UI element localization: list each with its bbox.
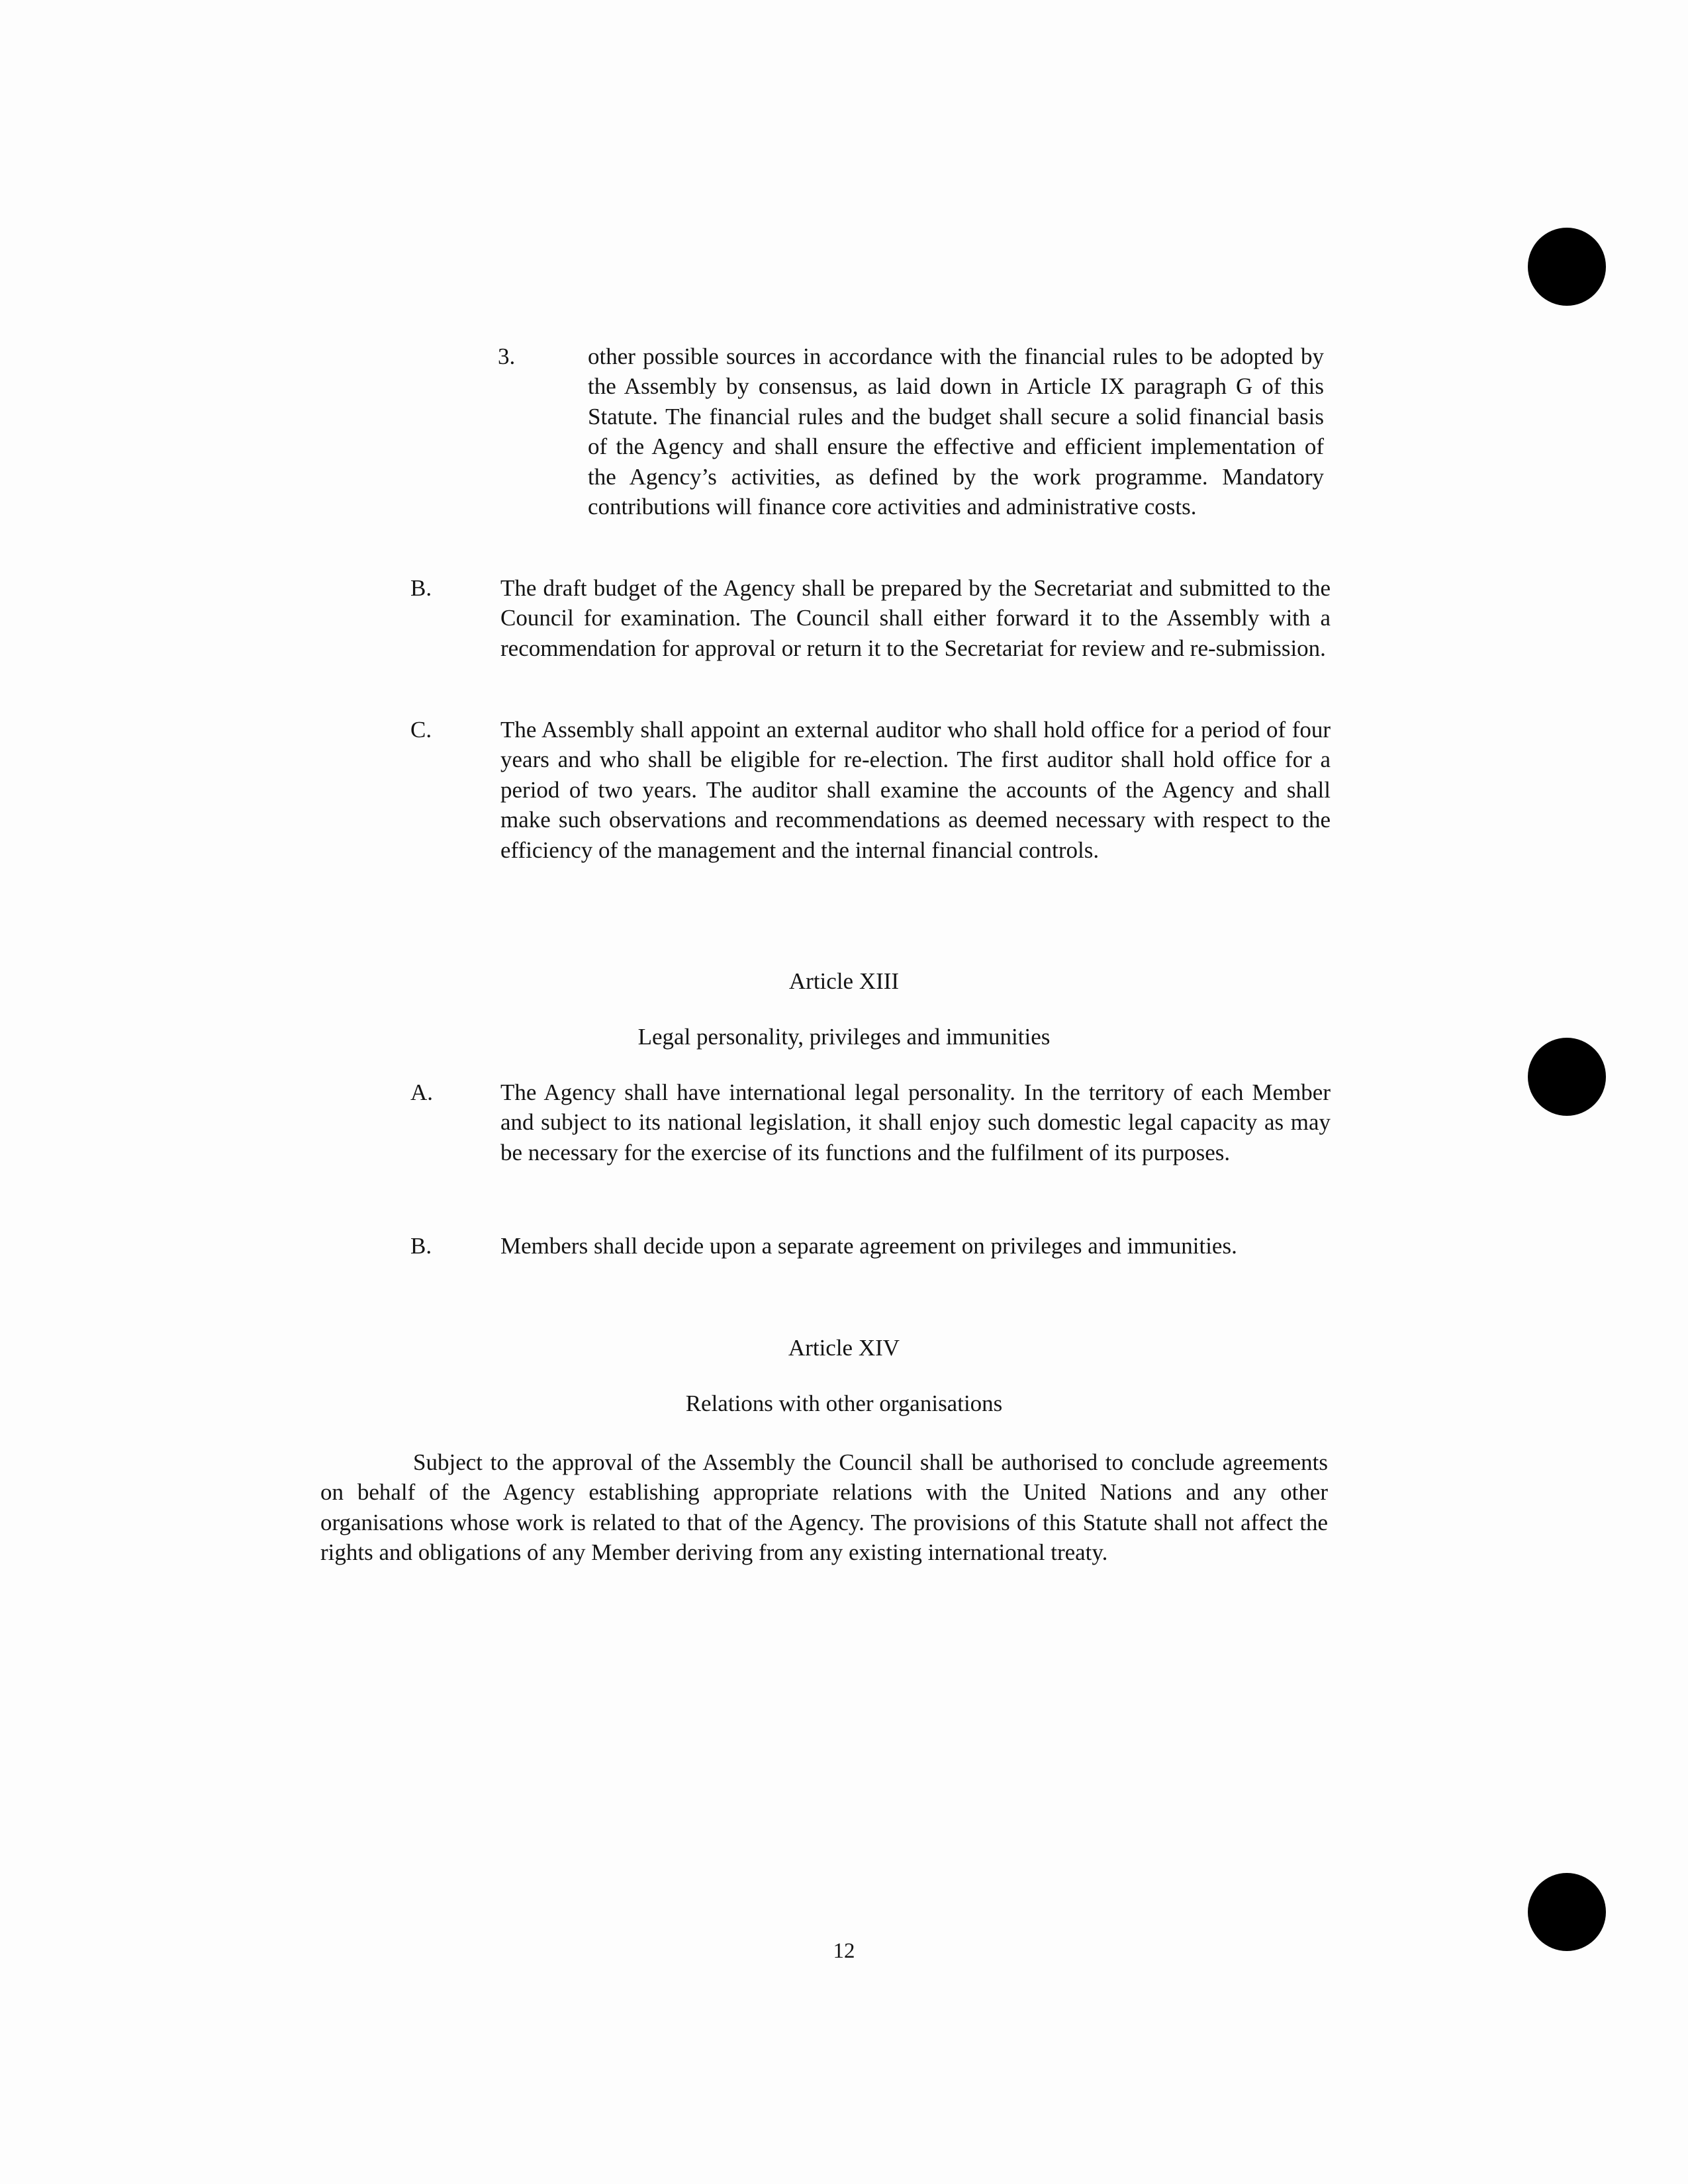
item-letter: C. <box>410 717 432 743</box>
item-text: The draft budget of the Agency shall be prepared by the Secretariat and submitted to the Council for examination. The Council shall either forward it to the Assembly with a recommendation for approval or return it to the Secretariat for review and re-submission. <box>500 575 1331 661</box>
item-text: The Assembly shall appoint an external auditor who shall hold office for a period of four years and who shall be eligible for re-election. The first auditor shall hold office for a period of two years. The auditor shall examine the accounts of the Agency and shall make such observations and recommendations as deemed necessary with respect to the efficiency of the management and the internal financial controls. <box>500 717 1331 863</box>
page-number: 12 <box>833 1939 855 1963</box>
article-xiii-title: Article XIII <box>788 968 900 994</box>
punch-hole-top <box>1528 228 1606 306</box>
article-xiv-paragraph: Subject to the approval of the Assembly the Council shall be authorised to conclude agreements on behalf of the Agency establishing appropriate relations with the United Nations and any other organisations whose work is related to that of the Agency. The provisions of this Statute shall not affect the rights and obligations of any Member deriving from any existing international treaty. <box>320 1449 1328 1566</box>
article-xiii-subtitle: Legal personality, privileges and immunities <box>637 1024 1051 1050</box>
item-text: Members shall decide upon a separate agreement on privileges and immunities. <box>500 1233 1237 1259</box>
sub-item-number: 3. <box>498 343 516 369</box>
item-text: The Agency shall have international legal personality. In the territory of each Member and subject to its national legislation, it shall enjoy such domestic legal capacity as may be necessary for the exercise of its functions and the fulfilment of its purposes. <box>500 1079 1331 1165</box>
item-letter: A. <box>410 1079 434 1105</box>
sub-item-text: other possible sources in accordance with the financial rules to be adopted by the Assembly by consensus, as laid down in Article IX paragraph G of this Statute. The financial rules and the budget shall secure a solid financial basis of the Agency and shall ensure the effective and efficient implementation of the Agency’s activities, as defined by the work programme. Mandatory contributions will finance core activities and administrative costs. <box>588 343 1324 520</box>
article-xiv-title: Article XIV <box>788 1335 900 1361</box>
item-letter: B. <box>410 575 432 601</box>
item-letter: B. <box>410 1233 432 1259</box>
article-xiv-subtitle: Relations with other organisations <box>685 1390 1003 1416</box>
